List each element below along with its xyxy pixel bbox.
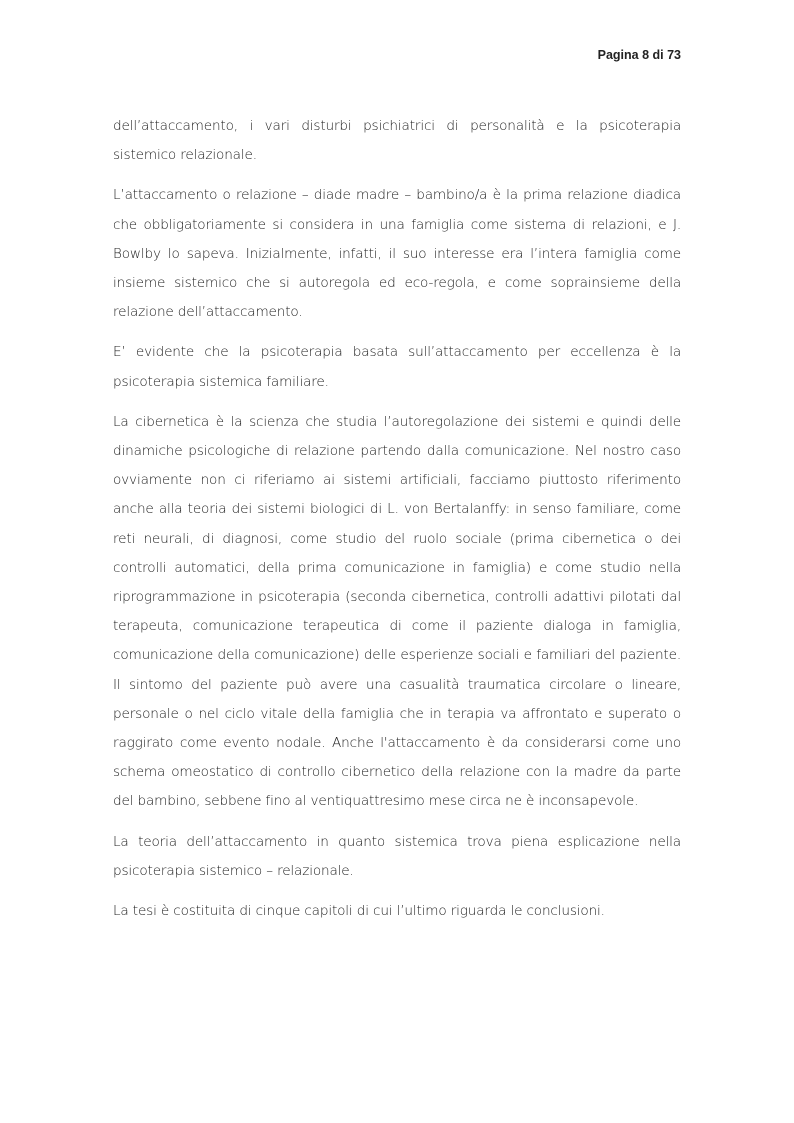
paragraph-3: E’ evidente che la psicoterapia basata sull’attaccamento per eccellenza è la psicoterapia sistemica familiare. xyxy=(113,344,681,390)
page-number-header: Pagina 8 di 73 xyxy=(597,48,681,62)
paragraph-2: L’attaccamento o relazione – diade madre – bambino/a è la prima relazione diadica che obbligatoriamente si considera in una famiglia come sistema di relazioni, e J. Bowlby lo sapeva. Inizialmente, infatti, il suo interesse era l’intera famiglia come insieme sistemico che si autoregola ed eco-regola, e come soprainsieme della relazione dell’attaccamento. xyxy=(113,187,681,321)
document-body xyxy=(113,112,681,937)
paragraph-5: La teoria dell’attaccamento in quanto sistemica trova piena esplicazione nella psicoterapia sistemico – relazionale. xyxy=(113,833,681,879)
paragraph-6: La tesi è costituita di cinque capitoli di cui l’ultimo riguarda le conclusioni. xyxy=(113,903,605,920)
paragraph-4: La cibernetica è la scienza che studia l’autoregolazione dei sistemi e quindi delle dinamiche psicologiche di relazione partendo dalla comunicazione. Nel nostro caso ovviamente non ci riferiamo ai sistemi artificiali, facciamo piuttosto riferimento anche alla teoria dei sistemi biologici di L. von Bertalanffy: in senso familiare, come reti neurali, di diagnosi, come studio del ruolo sociale (prima cibernetica o dei controlli automatici, della prima comunicazione in famiglia) e come studio nella riprogrammazione in psicoterapia (seconda cibernetica, controlli adattivi pilotati dal terapeuta, comunicazione terapeutica di come il paziente dialoga in famiglia, comunicazione della comunicazione) delle esperienze sociali e familiari del paziente. Il sintomo del paziente può avere una casualità traumatica circolare o lineare, personale o nel ciclo vitale della famiglia che in terapia va affrontato e superato o raggirato come evento nodale. Anche l'attaccamento è da considerarsi come uno schema omeostatico di controllo cibernetico della relazione con la madre da parte del bambino, sebbene fino al ventiquattresimo mese circa ne è inconsapevole. xyxy=(113,413,681,810)
paragraph-1: dell’attaccamento, i vari disturbi psichiatrici di personalità e la psicoterapia sistemico relazionale. xyxy=(113,118,681,164)
